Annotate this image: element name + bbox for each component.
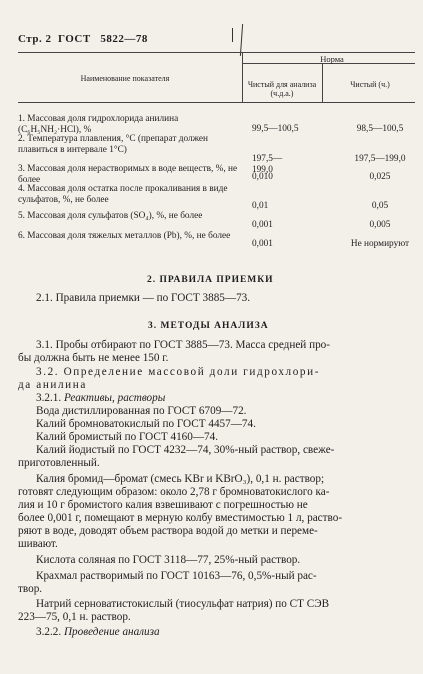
subsection-number: 3.2.1.	[36, 392, 62, 404]
column-header-pure-analysis: Чистый для анализа (ч.д.а.)	[247, 80, 317, 98]
table-row-name: 1. Массовая доля гидрохлорида анилина (C₆H₅NH₂·HCl), %	[18, 114, 179, 135]
table-cell-value: 99,5—100,5	[252, 124, 299, 134]
reagent-line-cont: приготовленный.	[18, 457, 100, 469]
table-row-name: 6. Массовая доля тяжелых металлов (Pb), %, не более	[18, 231, 231, 241]
paragraph-3-1: 3.1. Пробы отбирают по ГОСТ 3885—73. Масса средней про-	[36, 339, 330, 351]
standard-number: 5822—78	[100, 33, 148, 45]
table-cell-value: 0,001	[252, 239, 273, 249]
reagent-line-cont: твор.	[18, 583, 43, 595]
table-cell-value: 98,5—100,5	[356, 124, 404, 134]
reagent-line: Калий бромистый по ГОСТ 4160—74.	[36, 431, 219, 443]
table-row-name: 5. Массовая доля сульфатов (SO₄), %, не более	[18, 211, 203, 221]
table-cell-value: 0,05	[371, 201, 389, 211]
paragraph-3-1-cont: бы должна быть не менее 150 г.	[18, 352, 169, 364]
table-cell-value: 0,005	[369, 220, 391, 230]
reagent-line: Кислота соляная по ГОСТ 3118—77, 25%-ный раствор.	[36, 554, 301, 566]
reagent-line: Калий йодистый по ГОСТ 4232—74, 30%-ный раствор, свеже-	[36, 444, 335, 456]
table-cell-value: 0,025	[369, 172, 391, 182]
table-row-name: 4. Массовая доля остатка после прокаливания в виде сульфатов, %, не более	[18, 184, 228, 205]
column-header-norm: Норма	[320, 54, 344, 64]
table-cell-value: 197,5—199,0	[354, 154, 406, 164]
reagent-line: Натрий серноватистокислый (тиосульфат натрия) по СТ СЭВ	[36, 598, 330, 610]
reagent-line-cont: ряют в воде, доводят объем раствора водой до метки и переме-	[18, 525, 318, 537]
table-top-rule	[18, 52, 415, 53]
standard-label: ГОСТ	[57, 33, 91, 45]
paragraph-2-1: 2.1. Правила приемки — по ГОСТ 3885—73.	[36, 292, 251, 304]
subsection-number: 3.2.2.	[36, 626, 62, 638]
reagent-line: Калия бромид—бромат (смесь KBr и KBrO₃), 0,1 н. раствор;	[36, 473, 325, 485]
reagent-line-cont: более 0,001 г, помещают в мерную колбу вместимостью 1 л, раство-	[18, 512, 343, 524]
column-divider	[322, 63, 323, 102]
paragraph-3-2-heading: 3.2. Определение массовой доли гидрохлори-	[36, 366, 321, 378]
scan-mark	[232, 28, 233, 42]
reagent-line: Крахмал растворимый по ГОСТ 10163—76, 0,5%-ный рас-	[36, 570, 317, 582]
reagent-line-cont: 223—75, 0,1 н. раствор.	[18, 611, 131, 623]
subsection-title: Проведение анализа	[63, 626, 160, 638]
page-header	[18, 33, 148, 45]
reagent-line: Вода дистиллированная по ГОСТ 6709—72.	[36, 405, 247, 417]
table-cell-value: 0,01	[252, 201, 269, 211]
section-2-title: 2. ПРАВИЛА ПРИЕМКИ	[147, 275, 274, 285]
section-3-title: 3. МЕТОДЫ АНАЛИЗА	[148, 321, 269, 331]
subsection-3-2-1	[36, 392, 165, 405]
column-header-name: Наименование показателя	[80, 74, 170, 83]
reagent-line-cont: готовят следующим образом: около 2,78 г бромноватокислого ка-	[18, 486, 330, 498]
reagent-line: Калий бромноватокислый по ГОСТ 4457—74.	[36, 418, 256, 430]
column-divider	[242, 52, 243, 102]
paragraph-3-2-heading-cont: да анилина	[18, 379, 87, 391]
table-cell-value: 0,010	[252, 172, 273, 182]
reagent-line-cont: лия и 10 г бромистого калия взвешивают с погрешностью не	[18, 499, 308, 511]
table-row-name: 3. Массовая доля нерастворимых в воде веществ, %, не более	[18, 164, 238, 185]
reagent-line-cont: шивают.	[18, 538, 58, 550]
header-bottom-rule	[18, 102, 415, 103]
subsection-3-2-2	[36, 626, 160, 639]
table-cell-value: 0,001	[252, 220, 273, 230]
subsection-title: Реактивы, растворы	[63, 392, 166, 404]
table-row-name: 2. Температура плавления, °С (препарат должен плавиться в интервале 1°С)	[18, 134, 209, 155]
table-cell-value: 197,5—199,0	[252, 154, 283, 175]
column-header-pure: Чистый (ч.)	[350, 80, 390, 89]
table-cell-value: Не нормируют	[350, 239, 410, 249]
page-number: Стр. 2	[18, 33, 52, 45]
